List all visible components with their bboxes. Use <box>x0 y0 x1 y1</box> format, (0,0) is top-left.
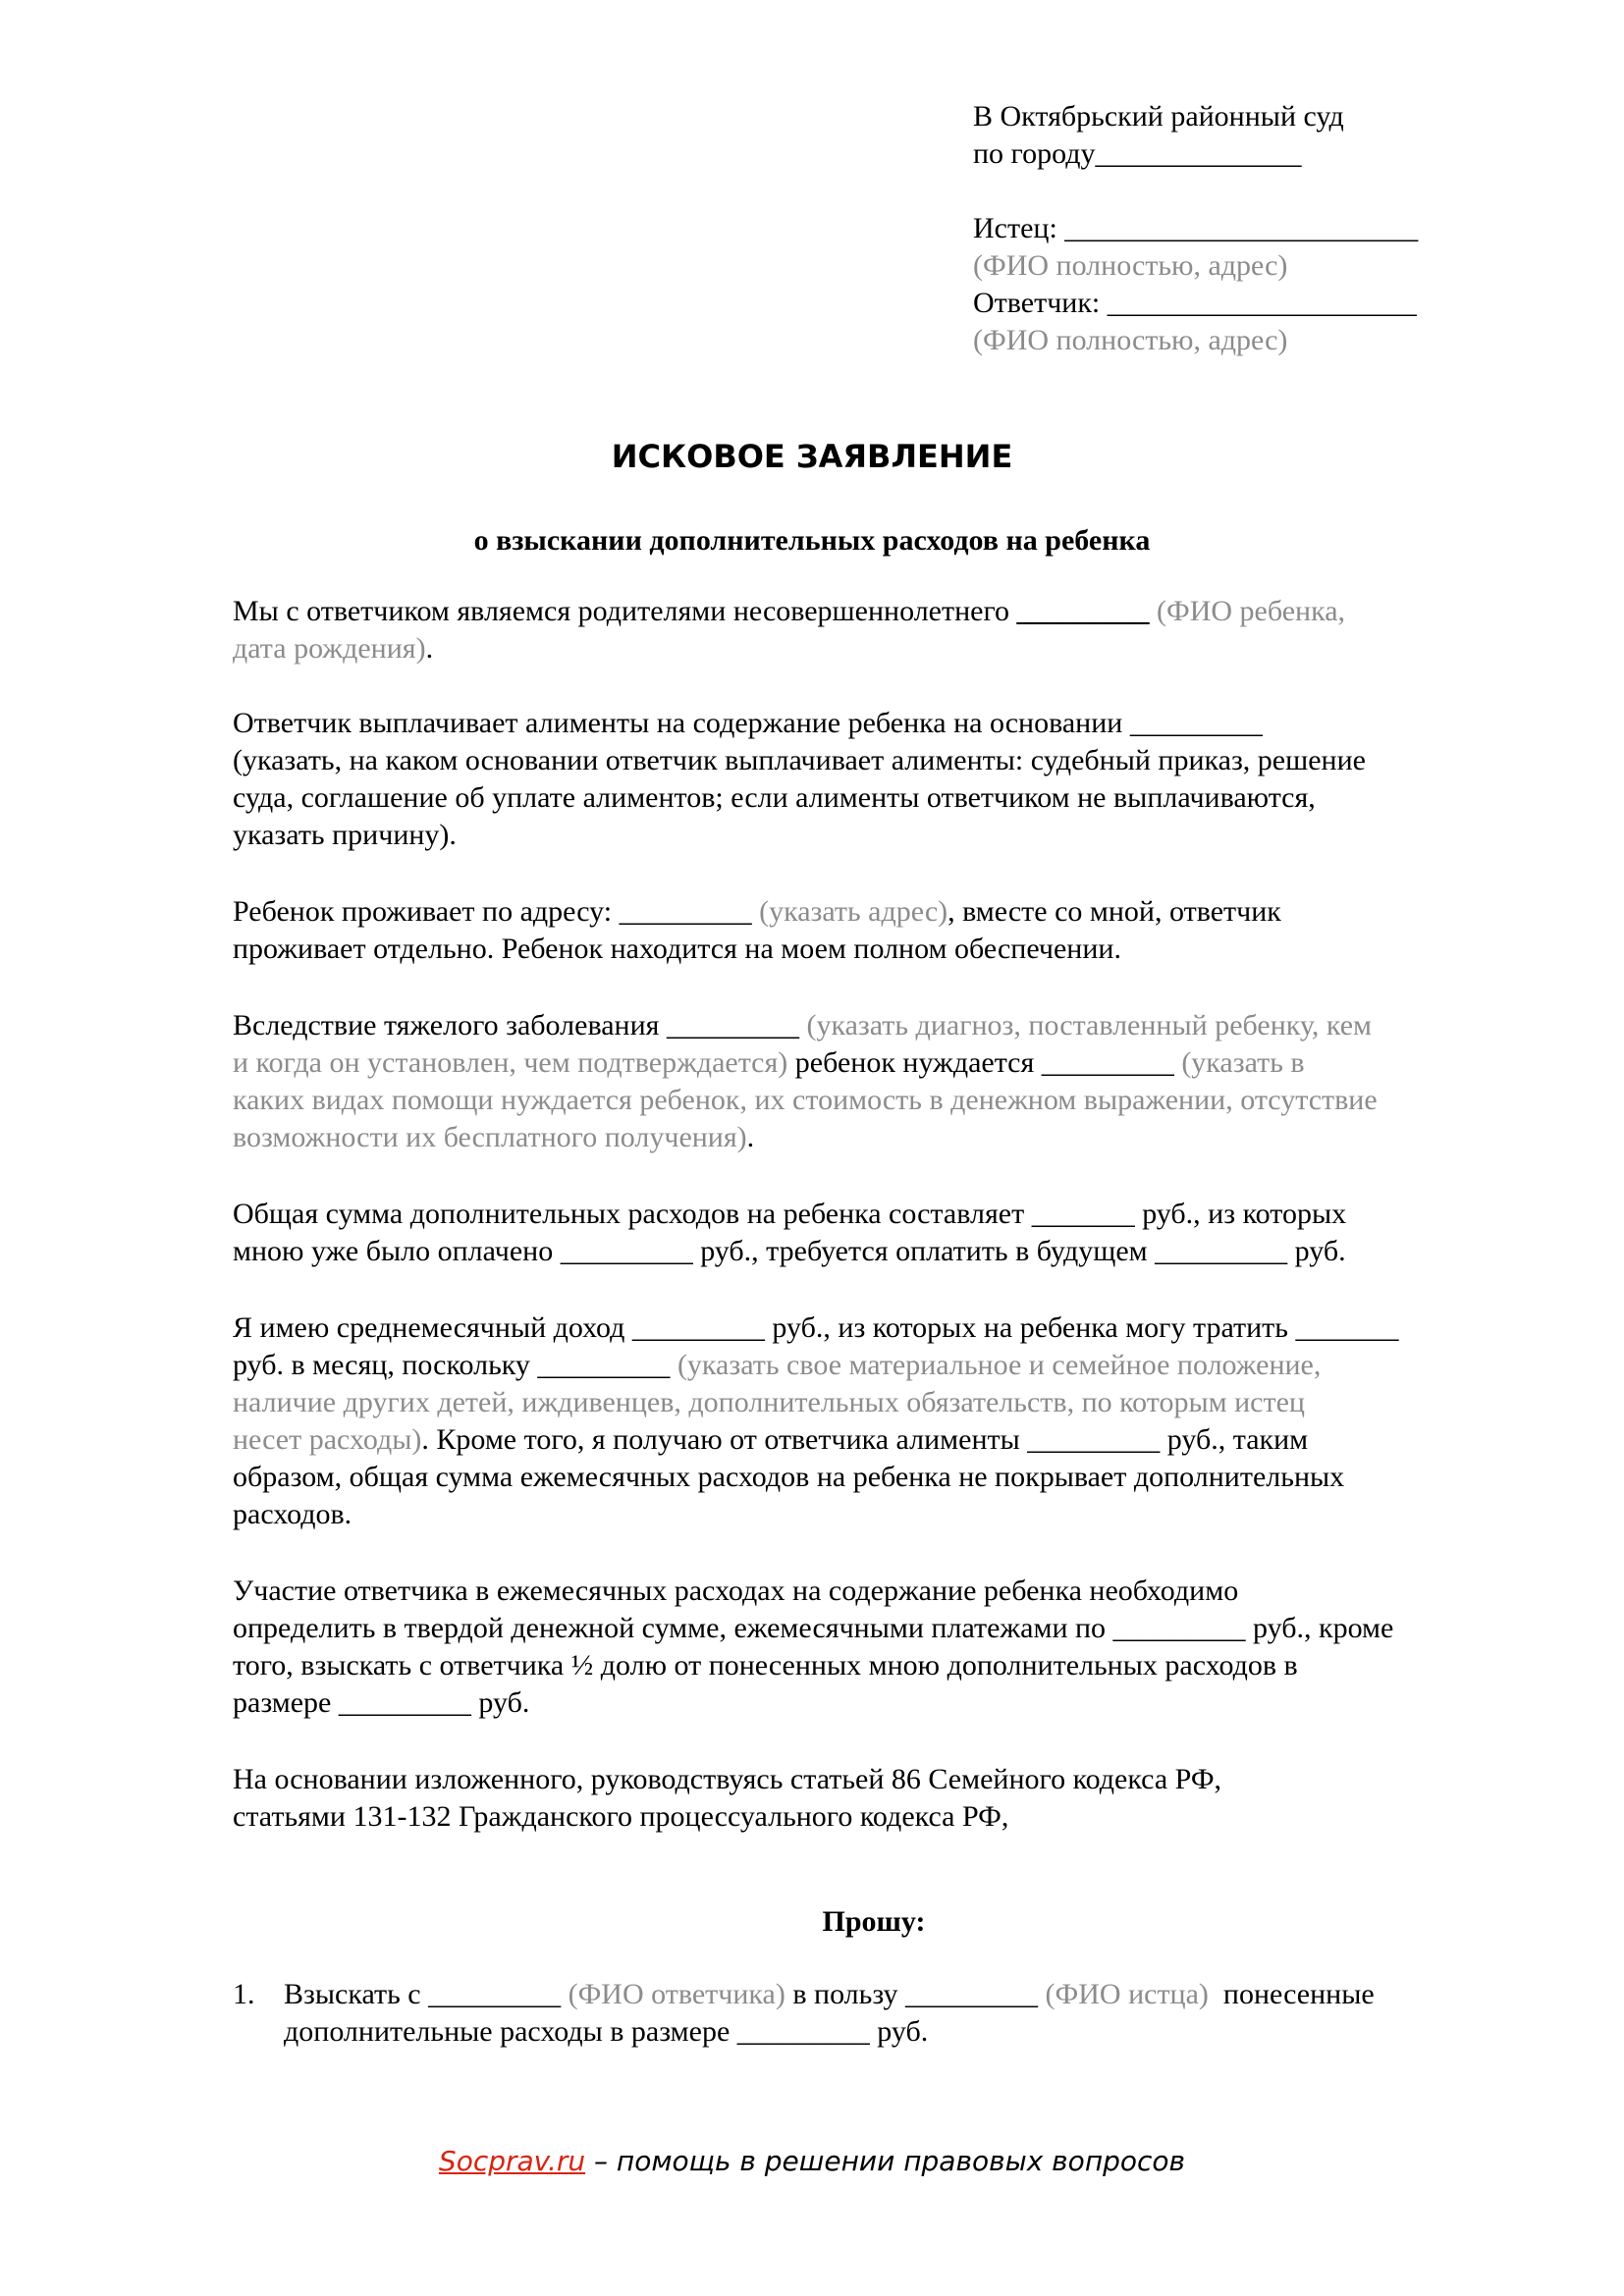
paragraph-legal-basis: На основании изложенного, руководствуясь статьей 86 Семейного кодекса РФ, статьями 131-132 Гражданского процессуального кодекса РФ, <box>233 1763 1222 1833</box>
defendant-hint: (ФИО полностью, адрес) <box>973 324 1288 356</box>
paragraph-total-expenses: Общая сумма дополнительных расходов на ребенка составляет _______ руб., из которых мною уже было оплачено _________ руб., требуется оплатить в будущем _________ руб. <box>233 1198 1347 1267</box>
paragraph-parents: Мы с ответчиком являемся родителями несовершеннолетнего _________ (ФИО ребенка, дата рождения). <box>233 595 1346 665</box>
footer-tagline: – помощь в решении правовых вопросов <box>585 2145 1186 2177</box>
paragraph-residence: Ребенок проживает по адресу: _________ (указать адрес), вместе со мной, ответчик проживает отдельно. Ребенок находится на моем полном обеспечении. <box>233 895 1281 965</box>
socprav-link[interactable]: Socprav.ru <box>438 2145 586 2177</box>
footer <box>0 2144 1624 2179</box>
plaintiff-line: Истец: ________________________ <box>973 212 1419 244</box>
paragraph-income: Я имею среднемесячный доход _________ руб., из которых на ребенка могу тратить _______ руб. в месяц, поскольку _________ (указать свое материальное и семейное положение, наличие других детей, иждивенцев, дополнительных обязательств, по которым истец несет расходы). Кроме того, я получаю от ответчика алименты _________ руб., таким образом, общая сумма ежемесячных расходов на ребенка не покрывает дополнительных расходов. <box>233 1311 1399 1530</box>
city-line: по городу______________ <box>973 137 1302 170</box>
request-heading: Прошу: <box>822 1905 926 1938</box>
paragraph-illness: Вследствие тяжелого заболевания _________ (указать диагноз, поставленный ребенку, кем и когда он установлен, чем подтверждается) ребенок нуждается _________ (указать в каких видах помощи нуждается ребенок, их стоимость в денежном выражении, отсутствие возможности их бесплатного получения). <box>233 1009 1378 1153</box>
document-title: ИСКОВОЕ ЗАЯВЛЕНИЕ <box>611 438 1013 475</box>
list-item-number: 1. <box>233 1978 255 2010</box>
paragraph-participation: Участие ответчика в ежемесячных расходах на содержание ребенка необходимо определить в твердой денежной сумме, ежемесячными платежами по _________ руб., кроме того, взыскать с ответчика ½ долю от понесенных мною дополнительных расходов в размере _________ руб. <box>233 1575 1394 1719</box>
list-item: Взыскать с _________ (ФИО ответчика) в пользу _________ (ФИО истца) понесенные дополнительные расходы в размере _________ руб. <box>284 1978 1375 2048</box>
document-subtitle: о взыскании дополнительных расходов на ребенка <box>473 524 1151 557</box>
plaintiff-hint: (ФИО полностью, адрес) <box>973 249 1288 282</box>
paragraph-alimony-basis: Ответчик выплачивает алименты на содержание ребенка на основании _________ (указать, на каком основании ответчик выплачивает алименты: судебный приказ, решение суда, соглашение об уплате алиментов; если алименты ответчиком не выплачиваются, указать причину). <box>233 707 1366 851</box>
court-line: В Октябрьский районный суд <box>973 100 1344 133</box>
defendant-line: Ответчик: _____________________ <box>973 287 1417 319</box>
addressee-block <box>973 98 1523 359</box>
